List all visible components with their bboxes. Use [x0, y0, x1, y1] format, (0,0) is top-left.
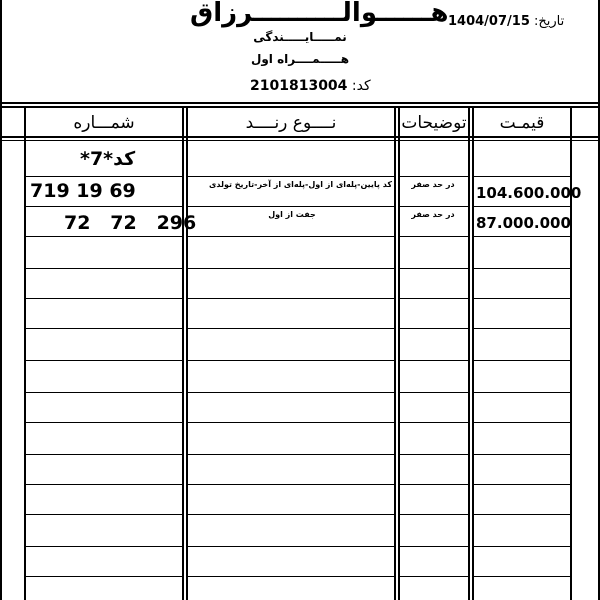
row-line	[400, 236, 468, 237]
code-label: کد:	[351, 78, 371, 94]
row-line	[26, 454, 182, 455]
row-line	[474, 576, 570, 577]
row-2-rond: جفت از اول	[268, 210, 316, 219]
code-note: کد*7*	[80, 148, 136, 170]
header-divider	[0, 102, 600, 104]
row-line	[400, 454, 468, 455]
row-line	[188, 298, 394, 299]
header-price: قیمـت	[499, 113, 545, 133]
row-line	[474, 236, 570, 237]
header-rond: نــــوع رنــــد	[245, 113, 337, 133]
row-line	[26, 236, 182, 237]
row-line	[188, 514, 394, 515]
row-line	[188, 268, 394, 269]
row-line	[400, 514, 468, 515]
row-line	[474, 392, 570, 393]
row-line	[188, 454, 394, 455]
date-field	[448, 14, 564, 29]
date-label: تاریخ:	[534, 14, 565, 29]
row-line	[474, 298, 570, 299]
row-line	[400, 176, 468, 177]
row-line	[188, 236, 394, 237]
row-line	[188, 206, 394, 207]
row-line	[400, 206, 468, 207]
row-line	[188, 392, 394, 393]
row-line	[188, 546, 394, 547]
row-line	[400, 392, 468, 393]
row-line	[474, 546, 570, 547]
row-line	[474, 422, 570, 423]
code-field	[250, 78, 371, 94]
row-line	[474, 514, 570, 515]
row-line	[188, 360, 394, 361]
row-1-description: در حد صفر	[411, 180, 455, 189]
row-line	[188, 176, 394, 177]
table-header-bottom-inner	[0, 140, 600, 141]
row-line	[188, 328, 394, 329]
row-line	[474, 176, 570, 177]
row-line	[26, 206, 182, 207]
row-line	[474, 454, 570, 455]
row-line	[26, 268, 182, 269]
row-line	[26, 484, 182, 485]
row-line	[26, 392, 182, 393]
row-2-description: در حد صفر	[411, 210, 455, 219]
row-line	[400, 546, 468, 547]
code-value: 2101813004	[250, 78, 348, 94]
row-line	[474, 328, 570, 329]
row-line	[400, 328, 468, 329]
row-line	[400, 298, 468, 299]
row-line	[474, 206, 570, 207]
row-1-rond: کد پایین-پله‌ای از اول-پله‌ای از آخر-تاریخ تولدی	[208, 180, 392, 189]
operator-subtitle: هـــــمــــراه اول	[250, 52, 350, 66]
row-line	[474, 268, 570, 269]
row-line	[26, 422, 182, 423]
row-line	[26, 546, 182, 547]
row-1-number: 719 19 69	[30, 180, 136, 202]
date-value: 1404/07/15	[448, 14, 530, 29]
row-1-price: 104.600.000	[476, 184, 582, 202]
row-line	[400, 360, 468, 361]
row-line	[188, 422, 394, 423]
page-title: هــــــوالــــــــــرزاق	[190, 0, 449, 28]
agency-subtitle: نمـــــایـــــندگی	[253, 30, 347, 44]
row-line	[474, 360, 570, 361]
row-line	[26, 360, 182, 361]
row-line	[26, 576, 182, 577]
header-number: شمـــاره	[73, 113, 135, 133]
row-2-price: 87.000.000	[476, 214, 571, 232]
row-line	[26, 328, 182, 329]
column-price	[472, 108, 582, 600]
header-description: توضیحات	[401, 113, 467, 133]
table-header-bottom	[0, 136, 600, 138]
row-line	[400, 576, 468, 577]
row-line	[26, 176, 182, 177]
row-line	[188, 576, 394, 577]
row-line	[188, 484, 394, 485]
row-line	[474, 484, 570, 485]
row-line	[26, 298, 182, 299]
row-2-number: 72 72 296	[64, 212, 197, 234]
row-line	[400, 484, 468, 485]
row-line	[26, 514, 182, 515]
row-line	[400, 422, 468, 423]
row-line	[400, 268, 468, 269]
